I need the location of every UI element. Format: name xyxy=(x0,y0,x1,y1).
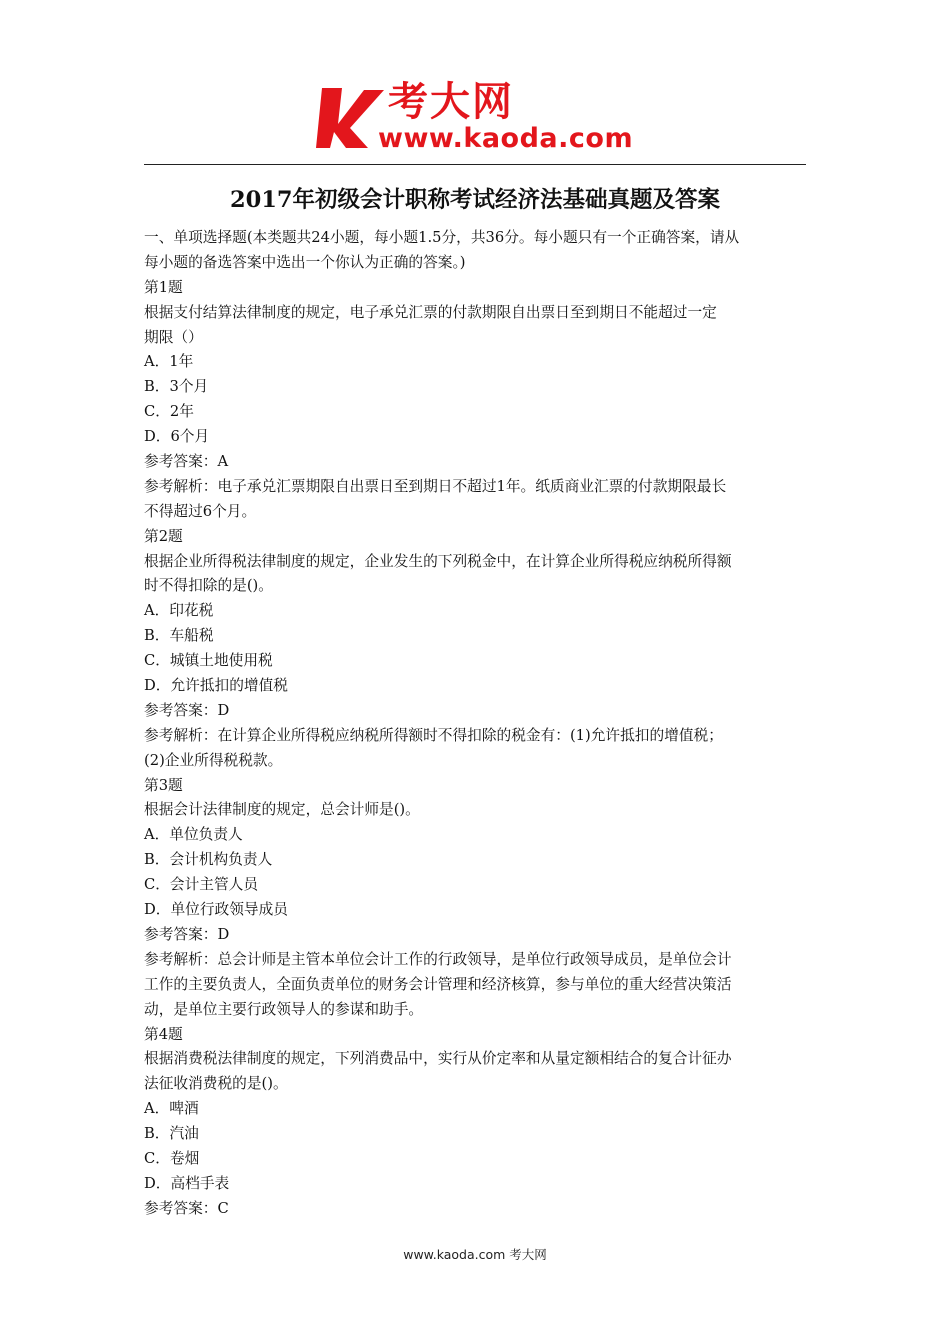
k-logo-icon xyxy=(316,84,386,150)
document-body xyxy=(144,226,808,1222)
text-line: 根据消费税法律制度的规定，下列消费品中，实行从价定率和从量定额相结合的复合计征办 xyxy=(144,1050,732,1068)
text-line: 期限（） xyxy=(144,328,203,346)
text-line: 根据支付结算法律制度的规定，电子承兑汇票的付款期限自出票日至到期日不能超过一定 xyxy=(144,303,717,321)
text-line: 一、单项选择题(本类题共24小题，每小题1.5分，共36分。每小题只有一个正确答案，请从 xyxy=(144,229,740,246)
text-line: A．1年 xyxy=(144,353,194,371)
text-line: B．会计机构负责人 xyxy=(144,851,273,869)
text-line: C．会计主管人员 xyxy=(144,876,259,894)
text-line: 参考答案：C xyxy=(144,1199,229,1217)
document-title: 2017年初级会计职称考试经济法基础真题及答案 xyxy=(229,187,721,213)
text-line: 参考解析：电子承兑汇票期限自出票日至到期日不超过1年。纸质商业汇票的付款期限最长 xyxy=(144,477,727,495)
text-line: B．3个月 xyxy=(144,378,209,396)
text-line: A．啤酒 xyxy=(144,1100,199,1118)
text-line: 根据企业所得税法律制度的规定，企业发生的下列税金中，在计算企业所得税应纳税所得额 xyxy=(144,552,732,570)
text-line: 法征收消费税的是()。 xyxy=(144,1075,288,1093)
text-line: C．卷烟 xyxy=(144,1149,200,1167)
text-line: 动，是单位主要行政领导人的参谋和助手。 xyxy=(144,1000,424,1018)
text-line: 根据会计法律制度的规定，总会计师是()。 xyxy=(144,801,420,819)
text-line: D．单位行政领导成员 xyxy=(144,901,288,919)
text-line: D．允许抵扣的增值税 xyxy=(144,677,288,695)
text-line: 每小题的备选答案中选出一个你认为正确的答案。) xyxy=(144,253,466,271)
text-line: 第4题 xyxy=(144,1025,183,1043)
text-line: 参考答案：D xyxy=(144,701,230,719)
page-footer: www.kaoda.com 考大网 xyxy=(403,1247,547,1262)
text-line: 第3题 xyxy=(144,776,183,794)
text-line: 参考答案：A xyxy=(144,453,229,471)
kaoda-logo xyxy=(316,78,636,158)
text-line: 时不得扣除的是()。 xyxy=(144,577,273,595)
text-line: 不得超过6个月。 xyxy=(144,502,257,520)
text-line: D．高档手表 xyxy=(144,1174,230,1192)
text-line: C．城镇土地使用税 xyxy=(144,652,273,670)
text-line: B．车船税 xyxy=(144,627,214,645)
text-line: D．6个月 xyxy=(144,428,210,446)
text-line: (2)企业所得税税款。 xyxy=(144,751,283,769)
text-line: 第2题 xyxy=(144,527,183,545)
text-line: 工作的主要负责人，全面负责单位的财务会计管理和经济核算，参与单位的重大经营决策活 xyxy=(144,975,732,993)
text-line: B．汽油 xyxy=(144,1125,199,1143)
text-line: A．单位负责人 xyxy=(144,826,243,844)
logo-domain-text: www.kaoda.com xyxy=(378,123,634,154)
text-line: 参考解析：在计算企业所得税应纳税所得额时不得扣除的税金有：(1)允许抵扣的增值税； xyxy=(144,726,723,744)
header-divider xyxy=(144,164,806,165)
text-line: 参考解析：总会计师是主管本单位会计工作的行政领导，是单位行政领导成员，是单位会计 xyxy=(144,950,732,968)
text-line: 第1题 xyxy=(144,278,183,296)
text-line: 参考答案：D xyxy=(144,925,230,943)
logo-brand-text: 考大网 xyxy=(388,79,514,125)
text-line: C．2年 xyxy=(144,403,194,421)
text-line: A．印花税 xyxy=(144,602,214,620)
